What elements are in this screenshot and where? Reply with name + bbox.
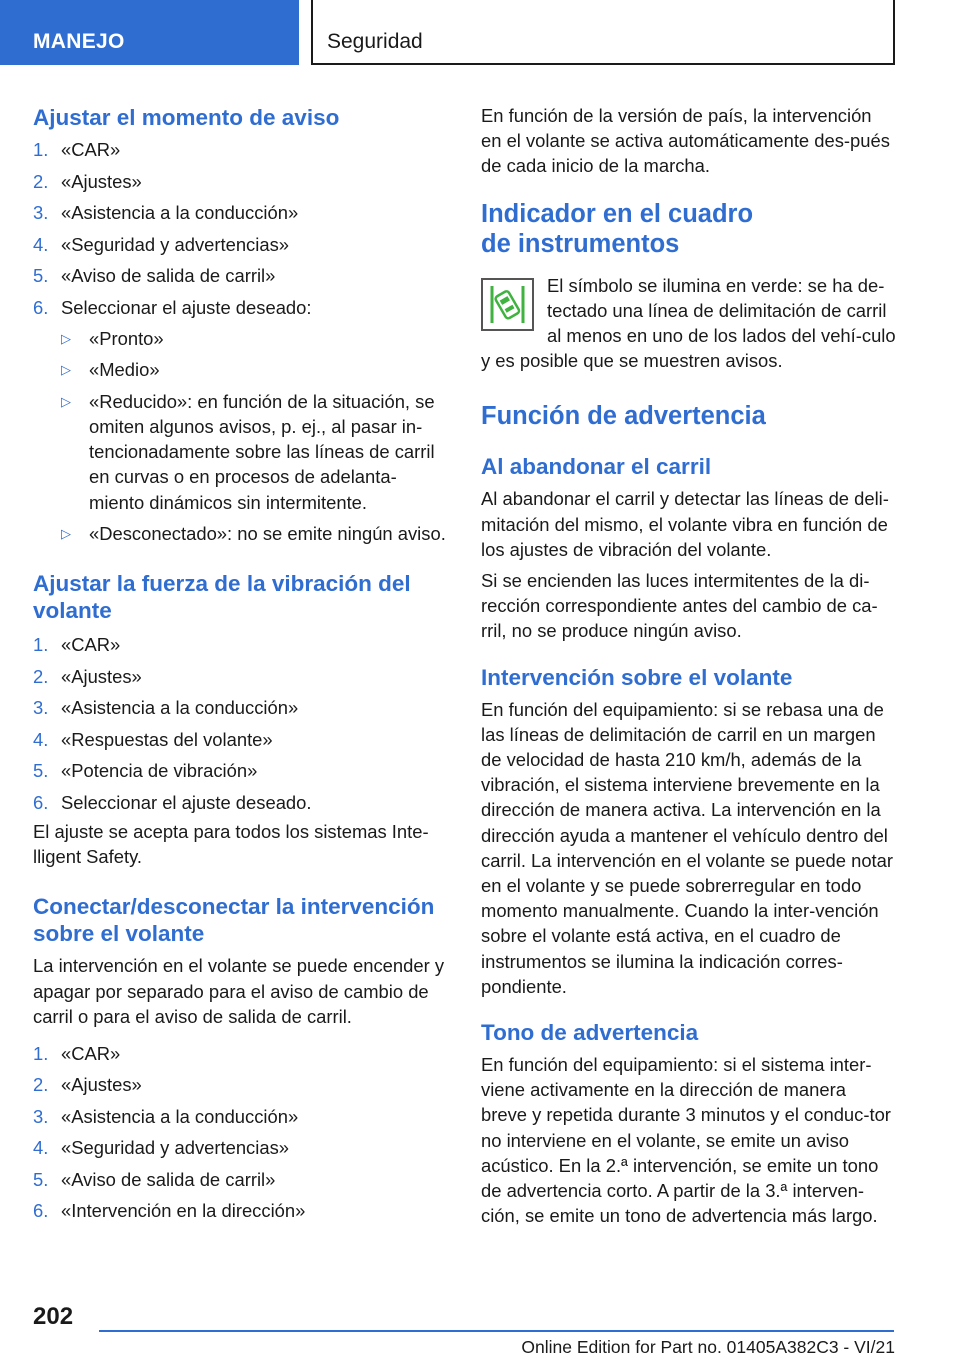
heading-abandonar-carril: Al abandonar el carril [481, 454, 712, 480]
left-column [33, 100, 451, 1224]
triangle-bullet-icon: ▷ [61, 393, 71, 409]
steps-fuerza-vibracion [33, 632, 451, 815]
section-tab [0, 0, 299, 65]
list-item: 3. «Asistencia a la conducción» [33, 202, 299, 223]
list-item: 1. «CAR» [33, 139, 121, 160]
right-column [481, 100, 897, 1229]
list-item: 6. Seleccionar el ajuste deseado. [33, 791, 312, 813]
triangle-bullet-icon: ▷ [61, 526, 71, 542]
paragraph-intervencion-volante: En función del equipamiento: si se rebasa una de las líneas de delimitación de carril en un margen de velocidad de hasta 210 km/h, además de la vibración, el sistema interviene brevemente en la dirección de manera activa. La intervención en la dirección ayuda a mantener el vehículo dentro del carril. La intervención en el volante se puede notar en el volante y se puede sobrerregular en todo momento manualmente. Cuando la inter‐vención sobre el volante está activa, en el cuadro de instrumentos se ilumina la indicación corres‐pondiente. [481, 698, 894, 997]
list-item: 1. «CAR» [33, 634, 121, 656]
heading-fuerza-vibracion: Ajustar la fuerza de la vibración del volante [33, 571, 411, 624]
paragraph-indicador: El símbolo se ilumina en verde: se ha de‐tectado una línea de delimitación de carril al menos en uno de los lados del vehí‐culo y es posible que se muestren avisos. [481, 274, 896, 372]
options-list [61, 326, 451, 547]
heading-funcion-advertencia: Función de advertencia [481, 402, 766, 431]
triangle-bullet-icon: ▷ [61, 362, 71, 378]
list-item: 2. «Ajustes» [33, 665, 142, 687]
steps-momento-aviso [33, 137, 451, 546]
list-item: 5. «Aviso de salida de carril» [33, 1168, 276, 1190]
heading-intervencion-volante: Conectar/desconectar la intervención sobre el volante [33, 894, 435, 947]
list-item: 4. «Seguridad y advertencias» [33, 233, 289, 255]
heading-momento-aviso: Ajustar el momento de aviso [33, 105, 340, 130]
list-item: 2. «Ajustes» [33, 170, 142, 192]
chapter-title: Seguridad [327, 30, 423, 53]
list-item: ▷ «Desconectado»: no se emite ningún aviso. [61, 521, 451, 546]
paragraph-intervencion: La intervención en el volante se puede encender y apagar por separado para el aviso de cambio de carril o para el aviso de salida de carril. [33, 955, 445, 1027]
list-item: 3. «Asistencia a la conducción» [33, 1105, 299, 1127]
heading-tono-advertencia: Tono de advertencia [481, 1020, 699, 1046]
edition-note: Online Edition for Part no. 01405A382C3 - VI/21 [521, 1337, 895, 1357]
list-item: 6. «Intervención en la dirección» [33, 1200, 306, 1222]
heading-intervencion-sobre-volante: Intervención sobre el volante [481, 664, 793, 690]
list-item: ▷ «Reducido»: en función de la situación, se omiten algunos avisos, p. ej., al pasar in‐tencionadamente sobre las líneas de carril en curvas o en procesos de adelanta‐miento dinámicos sin intermitente. [61, 390, 435, 513]
indicator-block [481, 273, 897, 374]
list-item: 4. «Respuestas del volante» [33, 728, 273, 750]
list-item: 3. «Asistencia a la conducción» [33, 697, 299, 719]
heading-indicador: Indicador en el cuadro de instrumentos [481, 199, 754, 258]
triangle-bullet-icon: ▷ [61, 330, 71, 346]
list-item: 2. «Ajustes» [33, 1074, 142, 1096]
steps-intervencion [33, 1041, 451, 1224]
paragraph-tono: En función del equipamiento: si el sistema inter‐viene activamente en la dirección de manera breve y repetida durante 3 minutos y el conduc‐tor no interviene en el volante, se emite un aviso acústico. En la 2.ª intervención, se emite un tono de advertencia corto. A partir de la 3.ª interven‐ción, se emite un tono de advertencia más largo. [481, 1054, 891, 1227]
paragraph-abandonar-2: Si se encienden las luces intermitentes de la di‐rección correspondiente antes del cambio de ca‐rril, no se produce ningún aviso. [481, 570, 878, 642]
list-item: ▷ «Pronto» [61, 326, 451, 351]
list-item: 5. «Potencia de vibración» [33, 760, 258, 782]
chapter-tab [311, 0, 895, 65]
list-item: 5. «Aviso de salida de carril» [33, 265, 276, 286]
list-item: 4. «Seguridad y advertencias» [33, 1137, 289, 1159]
list-item: 6. Seleccionar el ajuste deseado: ▷ «Pronto» ▷ «Medio» ▷ «Reducido»: en función de la situación, se omiten algunos avisos, p. ej., al pasar in‐tencionadamente sobre las líneas de carril en curvas o en procesos de adelanta‐miento dinámicos sin intermitente. ▷ «Desconectado»: no se emite ningún aviso. [33, 295, 451, 547]
lane-departure-icon [481, 278, 534, 331]
paragraph-intro: En función de la versión de país, la intervención en el volante se activa automáticamente des‐pués de cada inicio de la marcha. [481, 105, 890, 177]
list-item: ▷ «Medio» [61, 357, 451, 382]
list-item: 1. «CAR» [33, 1042, 121, 1064]
page-number: 202 [33, 1303, 74, 1330]
note-intelligent-safety: El ajuste se acepta para todos los sistemas Inte‐lligent Safety. [33, 820, 429, 868]
paragraph-abandonar-1: Al abandonar el carril y detectar las líneas de deli‐mitación del mismo, el volante vibra en función de los ajustes de vibración del volante. [481, 488, 889, 560]
footer-divider [99, 1330, 894, 1332]
section-title: MANEJO [33, 30, 125, 53]
